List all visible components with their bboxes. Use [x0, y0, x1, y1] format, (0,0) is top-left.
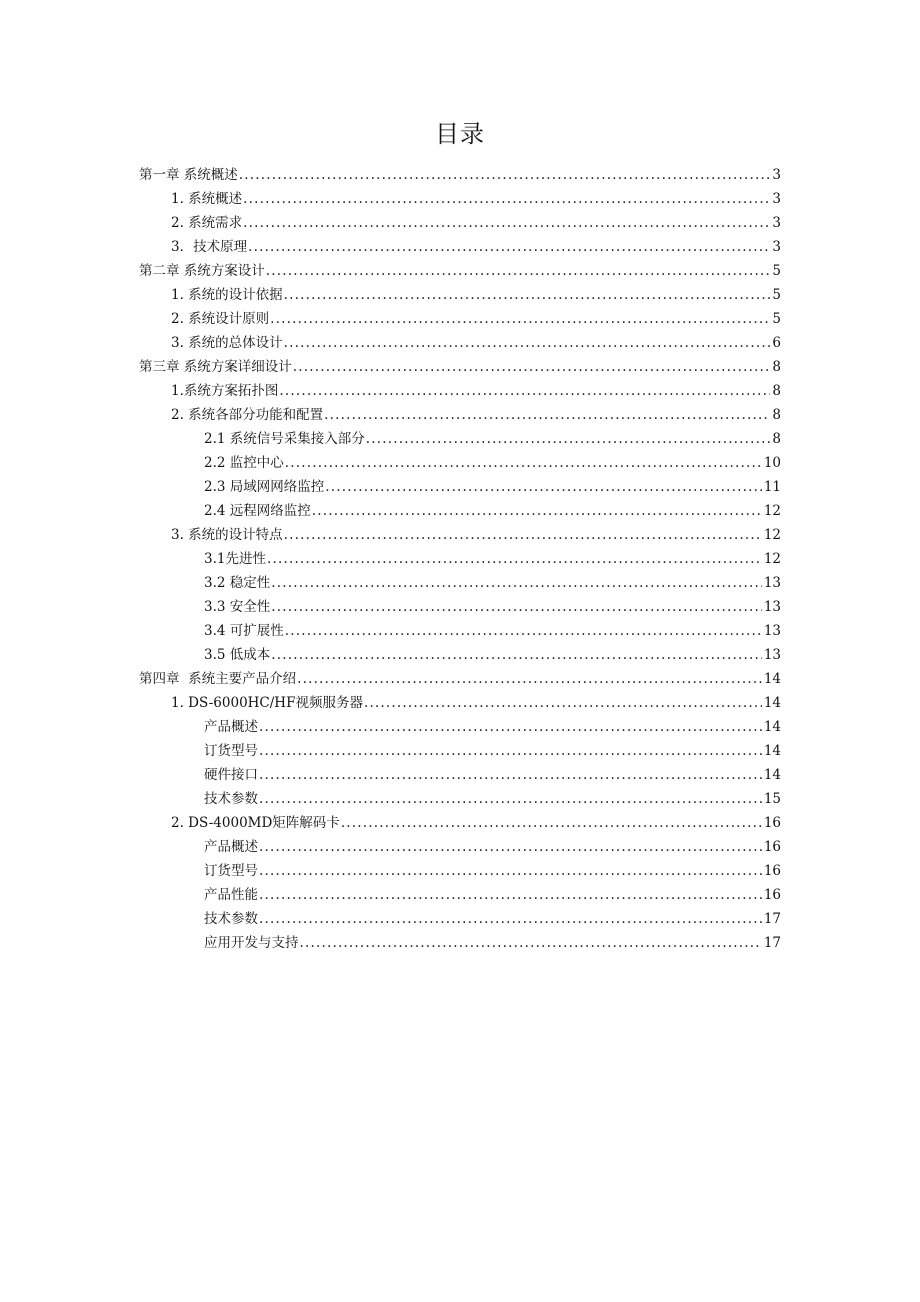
toc-entry-text: 第四章 系统主要产品介绍 — [139, 671, 297, 687]
toc-page-number: 16 — [763, 839, 781, 855]
toc-entry-text: 3．技术原理 — [171, 239, 248, 255]
toc-entry-text: 1. DS-6000HC/HF视频服务器 — [171, 695, 363, 711]
toc-page-number: 5 — [772, 287, 781, 303]
toc-subsection-entry[interactable] — [0, 449, 920, 473]
toc-chapter-entry[interactable] — [0, 161, 920, 185]
toc-entry-text: 1.系统方案拓扑图 — [171, 383, 279, 399]
toc-page-number: 8 — [772, 359, 781, 375]
dot-leader — [239, 165, 771, 185]
toc-section-entry[interactable] — [0, 209, 920, 233]
toc-page-number: 13 — [763, 575, 781, 591]
toc-page-number: 11 — [763, 479, 781, 495]
dot-leader — [270, 309, 770, 329]
toc-entry-text: 应用开发与支持 — [204, 935, 299, 951]
toc-entry-text: 2.4 远程网络监控 — [204, 503, 311, 519]
toc-page-number: 15 — [763, 791, 781, 807]
toc-entry-text: 2.1 系统信号采集接入部分 — [204, 431, 365, 447]
dot-leader — [266, 261, 771, 281]
toc-page-number: 16 — [763, 815, 781, 831]
toc-page-number: 16 — [763, 863, 781, 879]
toc-section-entry[interactable] — [0, 521, 920, 545]
toc-subsection-entry[interactable] — [0, 497, 920, 521]
dot-leader — [366, 429, 771, 449]
toc-entry-text: 硬件接口 — [204, 767, 258, 783]
dot-leader — [267, 549, 762, 569]
toc-page-number: 16 — [763, 887, 781, 903]
toc-page-number: 14 — [763, 719, 781, 735]
toc-entry-text: 3.5 低成本 — [204, 647, 271, 663]
dot-leader — [300, 933, 762, 953]
toc-section-entry[interactable] — [0, 233, 920, 257]
dot-leader — [325, 477, 762, 497]
dot-leader — [243, 189, 770, 209]
toc-subsection-entry[interactable] — [0, 473, 920, 497]
dot-leader — [259, 789, 762, 809]
toc-page-number: 17 — [763, 911, 781, 927]
dot-leader — [248, 237, 770, 257]
toc-page-number: 5 — [772, 311, 781, 327]
toc-subsection-entry[interactable] — [0, 857, 920, 881]
toc-subsection-entry[interactable] — [0, 617, 920, 641]
toc-section-entry[interactable] — [0, 185, 920, 209]
toc-page-number: 17 — [763, 935, 781, 951]
dot-leader — [312, 501, 762, 521]
toc-page-number: 14 — [763, 695, 781, 711]
toc-entry-text: 3.2 稳定性 — [204, 575, 271, 591]
dot-leader — [279, 381, 770, 401]
dot-leader — [285, 453, 762, 473]
toc-subsection-entry[interactable] — [0, 593, 920, 617]
toc-subsection-entry[interactable] — [0, 761, 920, 785]
toc-entry-text: 1. 系统概述 — [171, 191, 243, 207]
toc-entry-text: 3. 系统的设计特点 — [171, 527, 283, 543]
toc-entry-text: 2. 系统设计原则 — [171, 311, 270, 327]
toc-entry-text: 第一章 系统概述 — [139, 167, 238, 183]
toc-chapter-entry[interactable] — [0, 665, 920, 689]
toc-page-number: 13 — [763, 647, 781, 663]
toc-subsection-entry[interactable] — [0, 833, 920, 857]
toc-entry-text: 3.1先进性 — [204, 551, 266, 567]
toc-page-number: 3 — [772, 167, 781, 183]
toc-entry-text: 产品概述 — [204, 719, 258, 735]
toc-page-number: 12 — [763, 551, 781, 567]
dot-leader — [259, 837, 762, 857]
toc-entry-text: 2. 系统各部分功能和配置 — [171, 407, 324, 423]
toc-section-entry[interactable] — [0, 689, 920, 713]
toc-page-number: 8 — [772, 431, 781, 447]
toc-page-number: 3 — [772, 191, 781, 207]
toc-entry-text: 2. DS-4000MD矩阵解码卡 — [171, 815, 340, 831]
toc-page-number: 5 — [772, 263, 781, 279]
toc-page-number: 3 — [772, 215, 781, 231]
toc-subsection-entry[interactable] — [0, 569, 920, 593]
dot-leader — [285, 621, 762, 641]
toc-section-entry[interactable] — [0, 401, 920, 425]
toc-page-number: 8 — [772, 383, 781, 399]
toc-page-number: 6 — [772, 335, 781, 351]
dot-leader — [259, 909, 762, 929]
toc-entry-text: 2.3 局域网网络监控 — [204, 479, 325, 495]
toc-subsection-entry[interactable] — [0, 905, 920, 929]
toc-page-number: 14 — [763, 671, 781, 687]
toc-entry-text: 技术参数 — [204, 791, 258, 807]
toc-subsection-entry[interactable] — [0, 929, 920, 953]
dot-leader — [284, 333, 771, 353]
toc-page-number: 12 — [763, 527, 781, 543]
toc-entry-text: 订货型号 — [204, 863, 258, 879]
toc-page-number: 12 — [763, 503, 781, 519]
dot-leader — [243, 213, 770, 233]
toc-subsection-entry[interactable] — [0, 545, 920, 569]
toc-section-entry[interactable] — [0, 809, 920, 833]
toc-page-number: 10 — [763, 455, 781, 471]
dot-leader — [341, 813, 762, 833]
dot-leader — [271, 573, 762, 593]
dot-leader — [271, 597, 762, 617]
table-of-contents — [0, 161, 920, 953]
dot-leader — [293, 357, 771, 377]
dot-leader — [364, 693, 762, 713]
toc-subsection-entry[interactable] — [0, 785, 920, 809]
toc-subsection-entry[interactable] — [0, 881, 920, 905]
dot-leader — [259, 861, 762, 881]
dot-leader — [259, 885, 762, 905]
toc-page-number: 13 — [763, 623, 781, 639]
toc-section-entry[interactable] — [0, 329, 920, 353]
toc-entry-text: 1. 系统的设计依据 — [171, 287, 283, 303]
toc-subsection-entry[interactable] — [0, 737, 920, 761]
toc-subsection-entry[interactable] — [0, 641, 920, 665]
toc-chapter-entry[interactable] — [0, 257, 920, 281]
toc-entry-text: 2.2 监控中心 — [204, 455, 284, 471]
toc-page-number: 14 — [763, 743, 781, 759]
toc-section-entry[interactable] — [0, 305, 920, 329]
toc-entry-text: 产品性能 — [204, 887, 258, 903]
toc-page-number: 8 — [772, 407, 781, 423]
dot-leader — [284, 525, 762, 545]
dot-leader — [259, 717, 762, 737]
toc-section-entry[interactable] — [0, 377, 920, 401]
dot-leader — [324, 405, 770, 425]
toc-subsection-entry[interactable] — [0, 425, 920, 449]
dot-leader — [271, 645, 762, 665]
dot-leader — [284, 285, 771, 305]
page-title: 目录 — [435, 120, 485, 148]
dot-leader — [259, 741, 762, 761]
toc-chapter-entry[interactable] — [0, 353, 920, 377]
toc-entry-text: 第三章 系统方案详细设计 — [139, 359, 292, 375]
toc-subsection-entry[interactable] — [0, 713, 920, 737]
toc-entry-text: 订货型号 — [204, 743, 258, 759]
dot-leader — [259, 765, 762, 785]
toc-entry-text: 第二章 系统方案设计 — [139, 263, 265, 279]
toc-section-entry[interactable] — [0, 281, 920, 305]
toc-page-number: 3 — [772, 239, 781, 255]
toc-entry-text: 3. 系统的总体设计 — [171, 335, 283, 351]
toc-entry-text: 3.4 可扩展性 — [204, 623, 284, 639]
toc-entry-text: 3.3 安全性 — [204, 599, 271, 615]
dot-leader — [297, 669, 762, 689]
toc-entry-text: 技术参数 — [204, 911, 258, 927]
toc-entry-text: 产品概述 — [204, 839, 258, 855]
toc-page-number: 14 — [763, 767, 781, 783]
toc-entry-text: 2. 系统需求 — [171, 215, 243, 231]
toc-page-number: 13 — [763, 599, 781, 615]
